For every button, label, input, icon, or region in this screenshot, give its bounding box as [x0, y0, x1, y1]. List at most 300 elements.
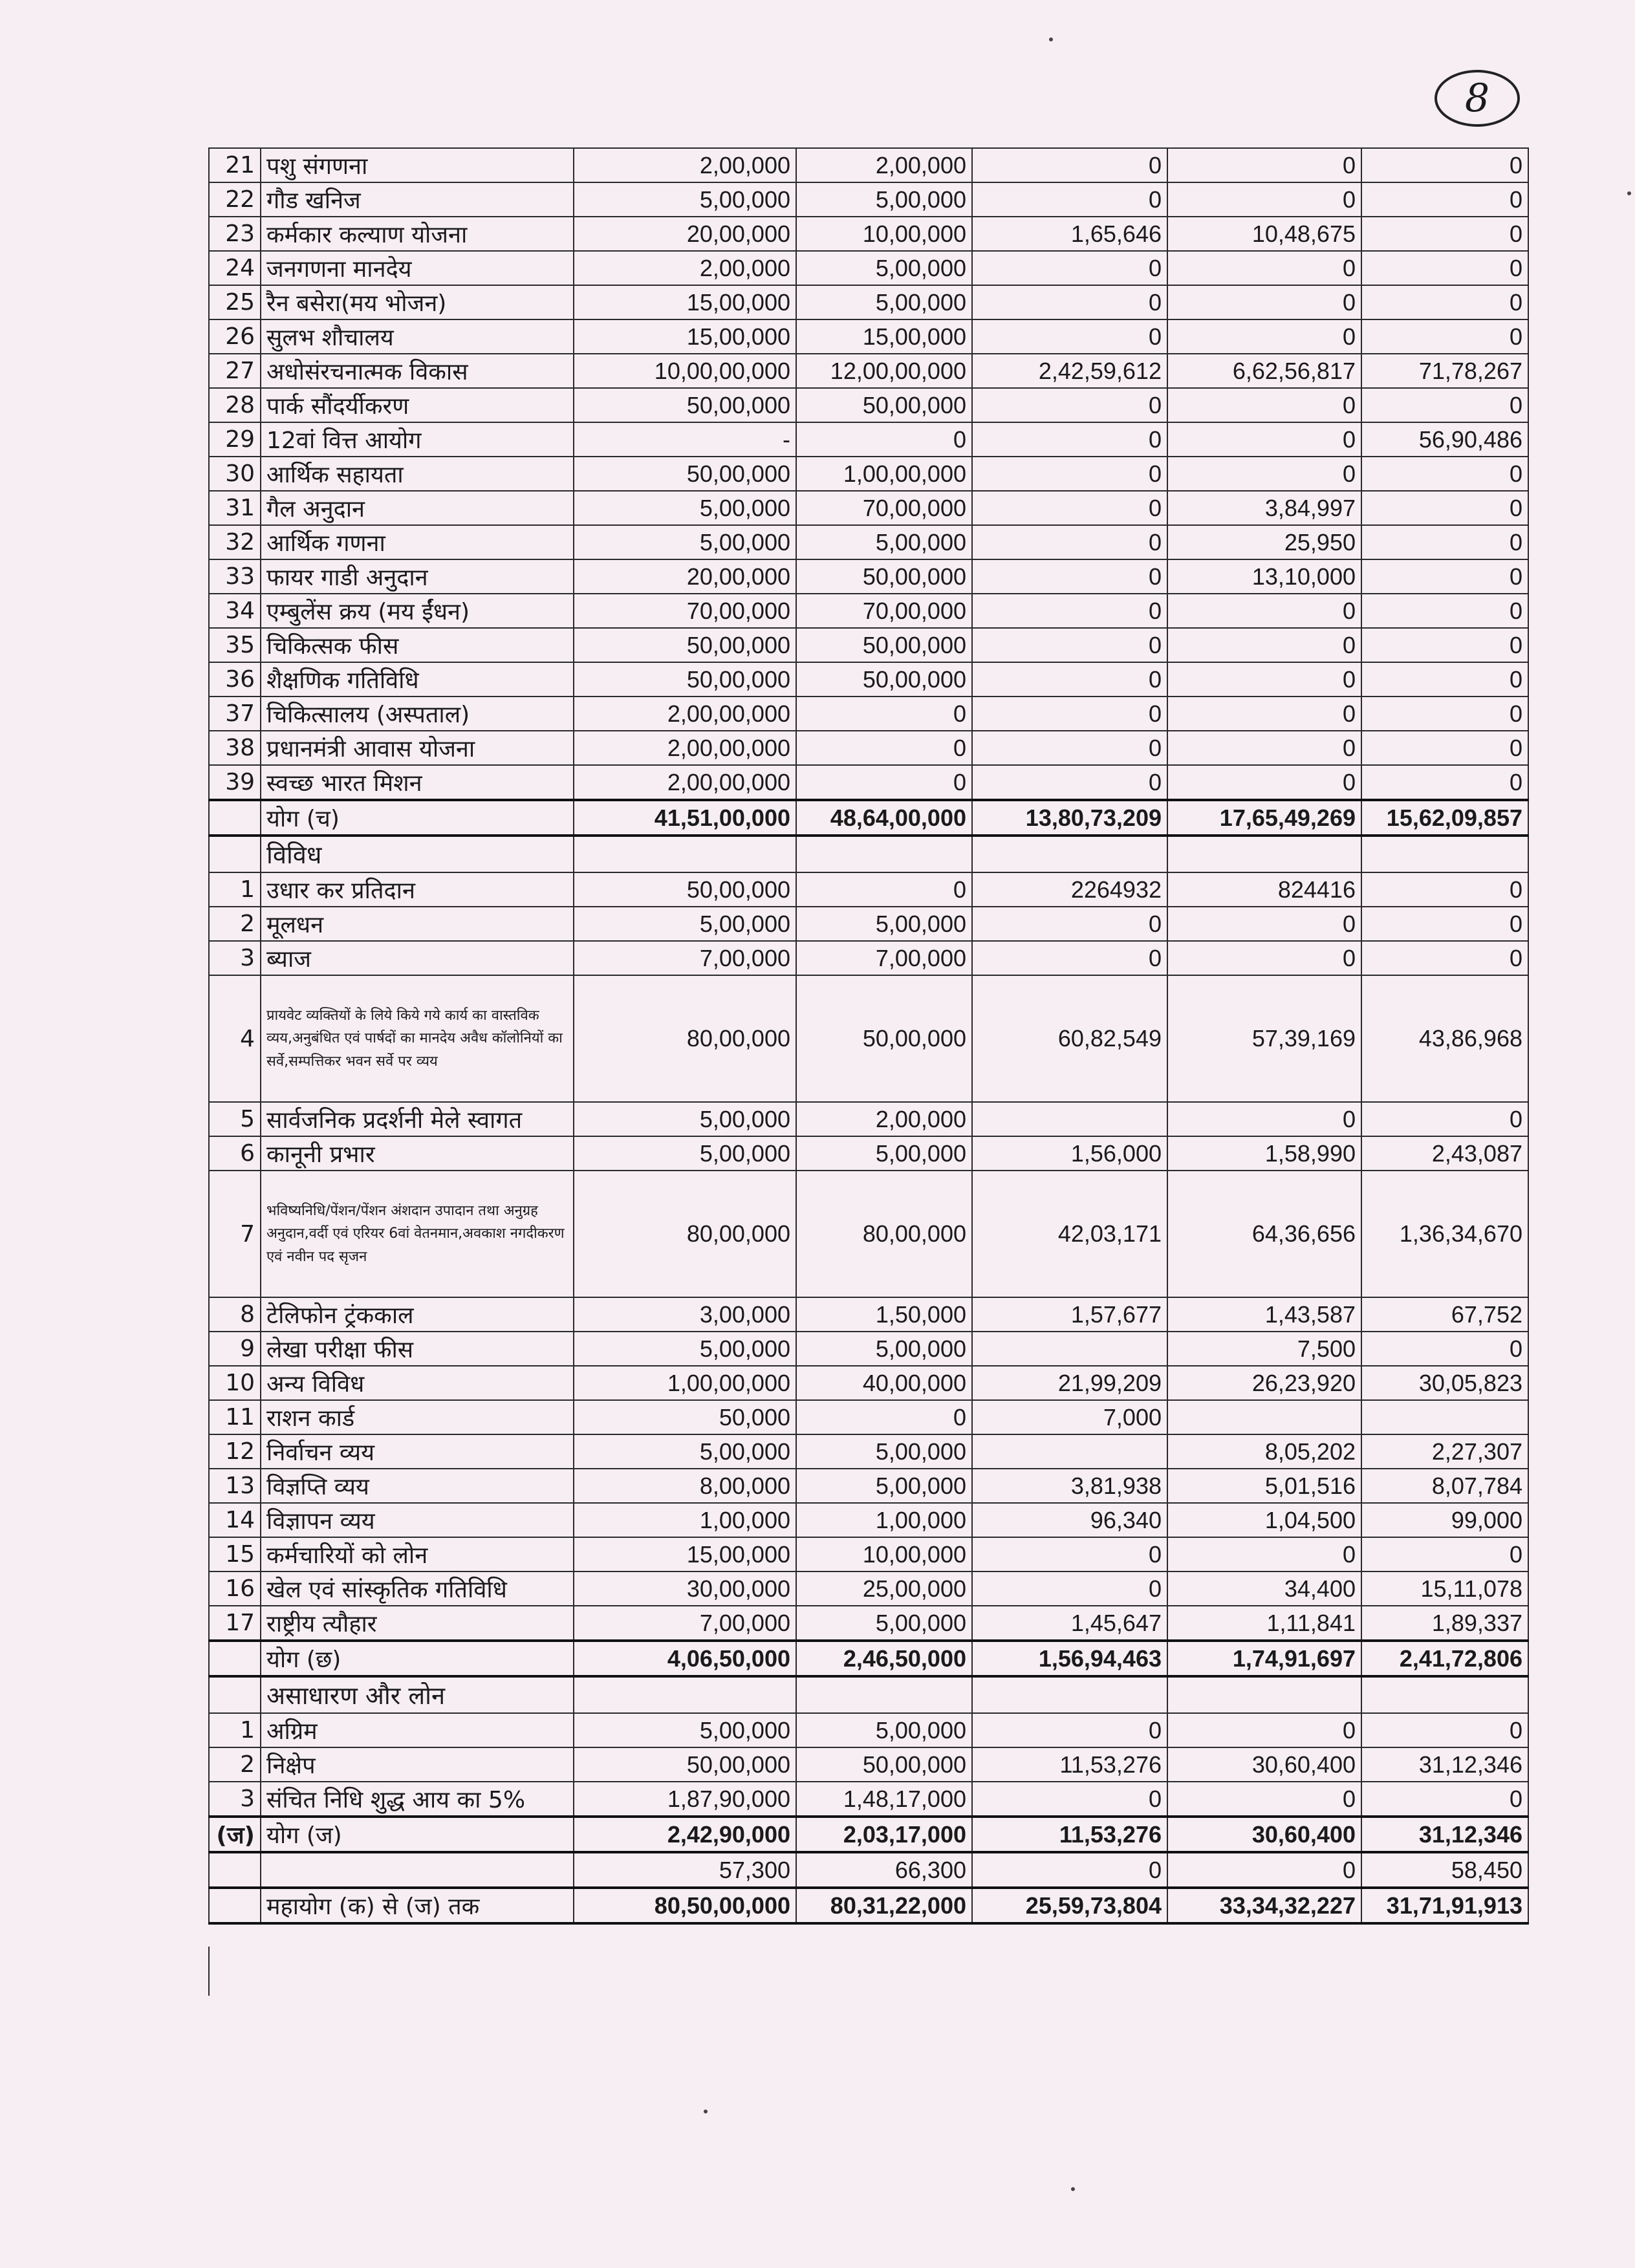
amount-cell: 80,00,000 — [796, 1171, 972, 1297]
ledger-row — [209, 941, 1528, 975]
item-name-cell: रैन बसेरा(मय भोजन) — [261, 285, 574, 319]
amount-cell: 5,00,000 — [574, 491, 796, 525]
amount-cell: 57,39,169 — [1167, 975, 1361, 1102]
amount-cell: 1,00,000 — [796, 1503, 972, 1537]
amount-cell: 5,00,000 — [574, 1102, 796, 1136]
serial-number-cell: 33 — [209, 559, 261, 594]
amount-cell: 5,00,000 — [796, 1434, 972, 1469]
amount-cell: 0 — [972, 491, 1167, 525]
amount-cell: 0 — [1167, 388, 1361, 422]
ledger-row — [209, 1537, 1528, 1571]
amount-cell: 25,59,73,804 — [972, 1888, 1167, 1923]
item-name-cell: विज्ञप्ति व्यय — [261, 1469, 574, 1503]
ledger-row — [209, 1434, 1528, 1469]
item-name-cell: ब्याज — [261, 941, 574, 975]
item-name-cell: अग्रिम — [261, 1713, 574, 1747]
amount-cell: 5,00,000 — [796, 251, 972, 285]
item-name-cell: योग (ज) — [261, 1817, 574, 1852]
amount-cell: 10,00,000 — [796, 1537, 972, 1571]
serial-number-cell: 21 — [209, 148, 261, 182]
amount-cell: 0 — [1167, 422, 1361, 457]
amount-cell: 5,00,000 — [574, 1713, 796, 1747]
amount-cell: 0 — [1361, 491, 1528, 525]
item-name-cell: निक्षेप — [261, 1747, 574, 1782]
amount-cell: 6,62,56,817 — [1167, 354, 1361, 388]
item-name-cell: अन्य विविध — [261, 1366, 574, 1400]
amount-cell: 0 — [972, 559, 1167, 594]
amount-cell: 50,00,000 — [796, 388, 972, 422]
amount-cell: 0 — [1361, 148, 1528, 182]
ledger-row — [209, 354, 1528, 388]
amount-cell: 0 — [1167, 1782, 1361, 1817]
item-name-cell: प्रायवेट व्यक्तियों के लिये किये गये कार्य का वास्तविक व्यय,अनुबंधित एवं पार्षदों का मानदेय अवैध कॉलोनियों का सर्वे,सम्पत्तिकर भवन सर्वे पर व्यय — [261, 975, 574, 1102]
item-name-cell: मूलधन — [261, 907, 574, 941]
amount-cell: 0 — [972, 319, 1167, 354]
serial-number-cell: 8 — [209, 1297, 261, 1332]
amount-cell: 80,31,22,000 — [796, 1888, 972, 1923]
item-name-cell: राशन कार्ड — [261, 1400, 574, 1434]
amount-cell: 10,00,00,000 — [574, 354, 796, 388]
amount-cell: 0 — [1361, 1713, 1528, 1747]
serial-number-cell: 31 — [209, 491, 261, 525]
amount-cell: 2,41,72,806 — [1361, 1641, 1528, 1676]
amount-cell: 0 — [796, 1400, 972, 1434]
item-name-cell: चिकित्सक फीस — [261, 628, 574, 662]
amount-cell: 30,05,823 — [1361, 1366, 1528, 1400]
total-row — [209, 1817, 1528, 1852]
amount-cell: 1,00,00,000 — [574, 1366, 796, 1400]
serial-number-cell: 4 — [209, 975, 261, 1102]
amount-cell — [574, 836, 796, 872]
amount-cell: 10,48,675 — [1167, 217, 1361, 251]
item-name-cell: चिकित्सालय (अस्पताल) — [261, 697, 574, 731]
amount-cell: 1,43,587 — [1167, 1297, 1361, 1332]
amount-cell: 1,58,990 — [1167, 1136, 1361, 1171]
ledger-row — [209, 1852, 1528, 1888]
amount-cell: 0 — [972, 388, 1167, 422]
amount-cell: 1,56,000 — [972, 1136, 1167, 1171]
item-name-cell: गौड खनिज — [261, 182, 574, 217]
amount-cell — [972, 1676, 1167, 1713]
serial-number-cell: 11 — [209, 1400, 261, 1434]
item-name-cell: गैल अनुदान — [261, 491, 574, 525]
amount-cell: 0 — [1361, 457, 1528, 491]
amount-cell: 2,00,000 — [574, 148, 796, 182]
amount-cell: 1,36,34,670 — [1361, 1171, 1528, 1297]
amount-cell: 2,00,00,000 — [574, 731, 796, 765]
amount-cell: 15,00,000 — [574, 1537, 796, 1571]
amount-cell: 66,300 — [796, 1852, 972, 1888]
amount-cell: 11,53,276 — [972, 1747, 1167, 1782]
ledger-row — [209, 975, 1528, 1102]
item-name-cell — [261, 1852, 574, 1888]
amount-cell: 60,82,549 — [972, 975, 1167, 1102]
serial-number-cell — [209, 800, 261, 836]
amount-cell: 0 — [1167, 941, 1361, 975]
amount-cell: 0 — [1167, 907, 1361, 941]
amount-cell: 15,00,000 — [796, 319, 972, 354]
item-name-cell: असाधारण और लोन — [261, 1676, 574, 1713]
amount-cell: 0 — [1361, 765, 1528, 800]
amount-cell: 11,53,276 — [972, 1817, 1167, 1852]
amount-cell: 0 — [1361, 907, 1528, 941]
amount-cell: 0 — [1361, 628, 1528, 662]
ledger-row — [209, 491, 1528, 525]
item-name-cell: कानूनी प्रभार — [261, 1136, 574, 1171]
total-row — [209, 1641, 1528, 1676]
amount-cell: 7,00,000 — [574, 1606, 796, 1641]
amount-cell: 0 — [1167, 1537, 1361, 1571]
ledger-row — [209, 1571, 1528, 1606]
amount-cell: 5,00,000 — [796, 1606, 972, 1641]
amount-cell: 5,00,000 — [574, 525, 796, 559]
amount-cell: 40,00,000 — [796, 1366, 972, 1400]
amount-cell: 0 — [1167, 731, 1361, 765]
amount-cell: 5,00,000 — [796, 1469, 972, 1503]
serial-number-cell: 22 — [209, 182, 261, 217]
amount-cell: 5,00,000 — [796, 525, 972, 559]
amount-cell: 0 — [1361, 1537, 1528, 1571]
amount-cell: 0 — [1361, 525, 1528, 559]
amount-cell: 0 — [1361, 662, 1528, 697]
amount-cell: 25,00,000 — [796, 1571, 972, 1606]
ledger-row — [209, 1297, 1528, 1332]
item-name-cell: सुलभ शौचालय — [261, 319, 574, 354]
item-name-cell: पशु संगणना — [261, 148, 574, 182]
amount-cell: 2,00,000 — [796, 1102, 972, 1136]
item-name-cell: शैक्षणिक गतिविधि — [261, 662, 574, 697]
amount-cell: 0 — [972, 697, 1167, 731]
ledger-row — [209, 1136, 1528, 1171]
item-name-cell: संचित निधि शुद्ध आय का 5% — [261, 1782, 574, 1817]
amount-cell: 0 — [1361, 285, 1528, 319]
ledger-row — [209, 1503, 1528, 1537]
amount-cell: 0 — [796, 731, 972, 765]
amount-cell: 7,00,000 — [574, 941, 796, 975]
amount-cell: 13,10,000 — [1167, 559, 1361, 594]
amount-cell: 56,90,486 — [1361, 422, 1528, 457]
amount-cell: 2,27,307 — [1361, 1434, 1528, 1469]
ledger-row — [209, 872, 1528, 907]
amount-cell — [574, 1676, 796, 1713]
amount-cell: 0 — [972, 1852, 1167, 1888]
amount-cell: 0 — [796, 765, 972, 800]
ledger-row — [209, 251, 1528, 285]
amount-cell — [1167, 836, 1361, 872]
ledger-row — [209, 182, 1528, 217]
amount-cell: 50,00,000 — [796, 559, 972, 594]
amount-cell: 1,04,500 — [1167, 1503, 1361, 1537]
amount-cell: 0 — [972, 148, 1167, 182]
item-name-cell: योग (च) — [261, 800, 574, 836]
ledger-row — [209, 1102, 1528, 1136]
amount-cell: 0 — [1167, 1102, 1361, 1136]
amount-cell: 5,00,000 — [574, 1136, 796, 1171]
serial-number-cell: 34 — [209, 594, 261, 628]
serial-number-cell: 35 — [209, 628, 261, 662]
ledger-row — [209, 148, 1528, 182]
amount-cell: 0 — [972, 765, 1167, 800]
ledger-row — [209, 628, 1528, 662]
amount-cell: 31,12,346 — [1361, 1747, 1528, 1782]
amount-cell: 0 — [796, 697, 972, 731]
amount-cell: 8,05,202 — [1167, 1434, 1361, 1469]
item-name-cell: भविष्यनिधि/पेंशन/पेंशन अंशदान उपादान तथा अनुग्रह अनुदान,वर्दी एवं एरियर 6वां वेतनमान,अवकाश नगदीकरण एवं नवीन पद सृजन — [261, 1171, 574, 1297]
amount-cell: 71,78,267 — [1361, 354, 1528, 388]
amount-cell: 3,81,938 — [972, 1469, 1167, 1503]
item-name-cell: फायर गाडी अनुदान — [261, 559, 574, 594]
amount-cell: 21,99,209 — [972, 1366, 1167, 1400]
ledger-row — [209, 422, 1528, 457]
amount-cell: 0 — [1167, 765, 1361, 800]
serial-number-cell: 28 — [209, 388, 261, 422]
amount-cell: 4,06,50,000 — [574, 1641, 796, 1676]
amount-cell: 0 — [1361, 319, 1528, 354]
serial-number-cell: 14 — [209, 1503, 261, 1537]
amount-cell: 0 — [1361, 251, 1528, 285]
ledger-row — [209, 319, 1528, 354]
amount-cell: 57,300 — [574, 1852, 796, 1888]
amount-cell — [972, 1434, 1167, 1469]
amount-cell: 0 — [972, 907, 1167, 941]
ledger-row — [209, 1469, 1528, 1503]
page-number: 8 — [1435, 70, 1520, 127]
total-row — [209, 800, 1528, 836]
amount-cell: 26,23,920 — [1167, 1366, 1361, 1400]
amount-cell: 2,00,00,000 — [574, 765, 796, 800]
amount-cell: 13,80,73,209 — [972, 800, 1167, 836]
amount-cell: 31,12,346 — [1361, 1817, 1528, 1852]
amount-cell: 0 — [1361, 1332, 1528, 1366]
serial-number-cell: 2 — [209, 907, 261, 941]
serial-number-cell — [209, 1641, 261, 1676]
ledger-row — [209, 662, 1528, 697]
amount-cell: 0 — [1361, 559, 1528, 594]
amount-cell: 96,340 — [972, 1503, 1167, 1537]
amount-cell: 0 — [1167, 1713, 1361, 1747]
amount-cell: 0 — [972, 285, 1167, 319]
amount-cell: 50,00,000 — [574, 662, 796, 697]
ledger-row — [209, 457, 1528, 491]
ledger-row — [209, 697, 1528, 731]
amount-cell: 2,42,90,000 — [574, 1817, 796, 1852]
amount-cell: 0 — [1167, 662, 1361, 697]
ledger-row — [209, 1606, 1528, 1641]
left-margin-rule — [208, 1947, 210, 1996]
amount-cell: 7,500 — [1167, 1332, 1361, 1366]
ledger-row — [209, 1171, 1528, 1297]
ledger-row — [209, 559, 1528, 594]
amount-cell: 5,00,000 — [796, 182, 972, 217]
amount-cell: 70,00,000 — [574, 594, 796, 628]
amount-cell: 0 — [972, 594, 1167, 628]
item-name-cell: 12वां वित्त आयोग — [261, 422, 574, 457]
amount-cell: 99,000 — [1361, 1503, 1528, 1537]
ledger-row — [209, 594, 1528, 628]
amount-cell — [1361, 836, 1528, 872]
ledger-row — [209, 1366, 1528, 1400]
amount-cell: 1,57,677 — [972, 1297, 1167, 1332]
ledger-row — [209, 1332, 1528, 1366]
section-heading-row — [209, 836, 1528, 872]
amount-cell: 50,00,000 — [574, 872, 796, 907]
item-name-cell: अधोसंरचनात्मक विकास — [261, 354, 574, 388]
serial-number-cell: 25 — [209, 285, 261, 319]
amount-cell: 0 — [1167, 285, 1361, 319]
amount-cell: 2,00,00,000 — [574, 697, 796, 731]
amount-cell: 0 — [972, 628, 1167, 662]
amount-cell: 0 — [1361, 217, 1528, 251]
serial-number-cell: 32 — [209, 525, 261, 559]
ledger-row — [209, 765, 1528, 800]
item-name-cell: कर्मकार कल्याण योजना — [261, 217, 574, 251]
amount-cell: 0 — [1167, 148, 1361, 182]
item-name-cell: प्रधानमंत्री आवास योजना — [261, 731, 574, 765]
amount-cell: 7,000 — [972, 1400, 1167, 1434]
amount-cell: 0 — [972, 731, 1167, 765]
amount-cell: 20,00,000 — [574, 217, 796, 251]
amount-cell: 25,950 — [1167, 525, 1361, 559]
amount-cell: 5,00,000 — [574, 182, 796, 217]
ledger-row — [209, 731, 1528, 765]
amount-cell: 58,450 — [1361, 1852, 1528, 1888]
amount-cell: 2,03,17,000 — [796, 1817, 972, 1852]
amount-cell: 80,00,000 — [574, 975, 796, 1102]
amount-cell: 1,74,91,697 — [1167, 1641, 1361, 1676]
serial-number-cell: 37 — [209, 697, 261, 731]
amount-cell: 50,00,000 — [796, 975, 972, 1102]
item-name-cell: आर्थिक सहायता — [261, 457, 574, 491]
amount-cell: 0 — [796, 872, 972, 907]
amount-cell: 30,60,400 — [1167, 1747, 1361, 1782]
amount-cell: 0 — [972, 941, 1167, 975]
ledger-row — [209, 1782, 1528, 1817]
amount-cell: 0 — [1167, 1852, 1361, 1888]
serial-number-cell: 30 — [209, 457, 261, 491]
amount-cell: 0 — [1361, 594, 1528, 628]
serial-number-cell — [209, 1852, 261, 1888]
amount-cell: 34,400 — [1167, 1571, 1361, 1606]
amount-cell: 1,89,337 — [1361, 1606, 1528, 1641]
amount-cell: 0 — [972, 1571, 1167, 1606]
amount-cell: 1,65,646 — [972, 217, 1167, 251]
amount-cell: 1,87,90,000 — [574, 1782, 796, 1817]
amount-cell — [1361, 1400, 1528, 1434]
amount-cell: 3,00,000 — [574, 1297, 796, 1332]
amount-cell: 0 — [1167, 697, 1361, 731]
amount-cell: 0 — [972, 1782, 1167, 1817]
serial-number-cell: 16 — [209, 1571, 261, 1606]
amount-cell: - — [574, 422, 796, 457]
amount-cell: 0 — [796, 422, 972, 457]
amount-cell — [1361, 1676, 1528, 1713]
item-name-cell: निर्वाचन व्यय — [261, 1434, 574, 1469]
amount-cell: 1,48,17,000 — [796, 1782, 972, 1817]
amount-cell: 15,00,000 — [574, 285, 796, 319]
amount-cell: 0 — [1167, 182, 1361, 217]
serial-number-cell: 3 — [209, 1782, 261, 1817]
serial-number-cell: 26 — [209, 319, 261, 354]
item-name-cell: टेलिफोन ट्रंककाल — [261, 1297, 574, 1332]
amount-cell — [972, 1102, 1167, 1136]
amount-cell: 0 — [1361, 182, 1528, 217]
serial-number-cell — [209, 1676, 261, 1713]
item-name-cell: कर्मचारियों को लोन — [261, 1537, 574, 1571]
ledger-row — [209, 1713, 1528, 1747]
item-name-cell: पार्क सौंदर्यीकरण — [261, 388, 574, 422]
serial-number-cell: 3 — [209, 941, 261, 975]
amount-cell: 50,00,000 — [574, 457, 796, 491]
serial-number-cell: (ज) — [209, 1817, 261, 1852]
amount-cell: 70,00,000 — [796, 594, 972, 628]
amount-cell: 5,00,000 — [796, 1136, 972, 1171]
amount-cell: 2,00,000 — [796, 148, 972, 182]
item-name-cell: सार्वजनिक प्रदर्शनी मेले स्वागत — [261, 1102, 574, 1136]
amount-cell: 50,000 — [574, 1400, 796, 1434]
amount-cell: 15,00,000 — [574, 319, 796, 354]
serial-number-cell: 23 — [209, 217, 261, 251]
amount-cell — [796, 1676, 972, 1713]
amount-cell — [796, 836, 972, 872]
amount-cell: 43,86,968 — [1361, 975, 1528, 1102]
serial-number-cell: 13 — [209, 1469, 261, 1503]
serial-number-cell: 39 — [209, 765, 261, 800]
amount-cell: 0 — [1361, 731, 1528, 765]
amount-cell: 80,50,00,000 — [574, 1888, 796, 1923]
amount-cell: 5,00,000 — [796, 285, 972, 319]
amount-cell: 64,36,656 — [1167, 1171, 1361, 1297]
item-name-cell: महायोग (क) से (ज) तक — [261, 1888, 574, 1923]
item-name-cell: स्वच्छ भारत मिशन — [261, 765, 574, 800]
ledger-row — [209, 525, 1528, 559]
item-name-cell: विविध — [261, 836, 574, 872]
amount-cell: 50,00,000 — [796, 662, 972, 697]
amount-cell: 48,64,00,000 — [796, 800, 972, 836]
item-name-cell: योग (छ) — [261, 1641, 574, 1676]
serial-number-cell: 27 — [209, 354, 261, 388]
serial-number-cell: 9 — [209, 1332, 261, 1366]
serial-number-cell: 24 — [209, 251, 261, 285]
amount-cell: 3,84,997 — [1167, 491, 1361, 525]
amount-cell: 33,34,32,227 — [1167, 1888, 1361, 1923]
amount-cell: 8,07,784 — [1361, 1469, 1528, 1503]
item-name-cell: खेल एवं सांस्कृतिक गतिविधि — [261, 1571, 574, 1606]
amount-cell: 0 — [1167, 251, 1361, 285]
amount-cell: 0 — [972, 457, 1167, 491]
item-name-cell: लेखा परीक्षा फीस — [261, 1332, 574, 1366]
serial-number-cell: 7 — [209, 1171, 261, 1297]
amount-cell: 5,01,516 — [1167, 1469, 1361, 1503]
item-name-cell: एम्बुलेंस क्रय (मय ईंधन) — [261, 594, 574, 628]
amount-cell: 2,43,087 — [1361, 1136, 1528, 1171]
amount-cell: 2,42,59,612 — [972, 354, 1167, 388]
amount-cell: 10,00,000 — [796, 217, 972, 251]
ledger-row — [209, 388, 1528, 422]
amount-cell: 50,00,000 — [796, 1747, 972, 1782]
amount-cell: 0 — [1167, 319, 1361, 354]
amount-cell: 42,03,171 — [972, 1171, 1167, 1297]
amount-cell: 7,00,000 — [796, 941, 972, 975]
amount-cell: 1,11,841 — [1167, 1606, 1361, 1641]
serial-number-cell: 36 — [209, 662, 261, 697]
amount-cell: 0 — [1361, 388, 1528, 422]
amount-cell: 5,00,000 — [574, 907, 796, 941]
amount-cell: 41,51,00,000 — [574, 800, 796, 836]
amount-cell: 50,00,000 — [574, 388, 796, 422]
amount-cell: 5,00,000 — [796, 1332, 972, 1366]
amount-cell: 15,62,09,857 — [1361, 800, 1528, 836]
amount-cell: 50,00,000 — [574, 1747, 796, 1782]
